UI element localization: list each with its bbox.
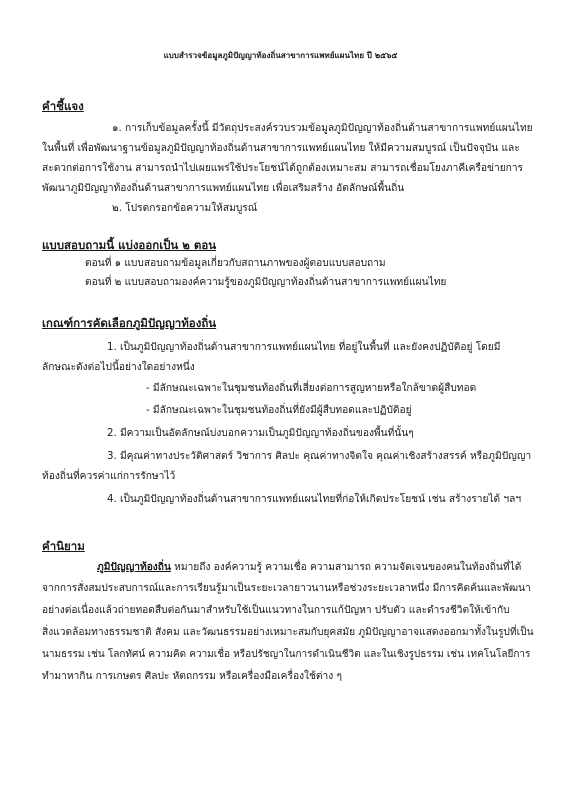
instructions-line: ๑. การเก็บข้อมูลครั้งนี้ มีวัตถุประสงค์รวบรวมข้อมูลภูมิปัญญาท้องถิ่นด้านสาขาการแพทย์แผนไทย xyxy=(112,123,533,134)
criteria-line: ลักษณะดังต่อไปนี้อย่างใดอย่างหนึ่ง xyxy=(42,362,195,373)
definition-line: นามธรรม เช่น โลกทัศน์ ความคิด ความเชื่อ หรือปรัชญาในการดำเนินชีวิต และในเชิงรูปธรรม เช่น เทคโนโลยีการ xyxy=(42,649,531,660)
criteria-line: - มีลักษณะเฉพาะในชุมชนท้องถิ่นที่เสี่ยงต่อการสูญหายหรือใกล้ขาดผู้สืบทอด xyxy=(146,383,477,394)
criteria-line: 3. มีคุณค่าทางประวัติศาสตร์ วิชาการ ศิลปะ คุณค่าทางจิตใจ คุณค่าเชิงสร้างสรรค์ หรือภูมิปัญญา xyxy=(107,451,532,462)
definition-heading: คำนิยาม xyxy=(42,539,85,553)
questionnaire-part: ตอนที่ ๒ แบบสอบถามองค์ความรู้ของภูมิปัญญาท้องถิ่นด้านสาขาการแพทย์แผนไทย xyxy=(85,277,447,288)
instructions-line: ๒. โปรดกรอกข้อความให้สมบูรณ์ xyxy=(112,203,258,214)
criteria-line: ท้องถิ่นที่ควรค่าแก่การรักษาไว้ xyxy=(42,471,176,482)
criteria-line: 2. มีความเป็นอัตลักษณ์บ่งบอกความเป็นภูมิปัญญาท้องถิ่นของพื้นที่นั้นๆ xyxy=(107,428,414,439)
page-title: แบบสำรวจข้อมูลภูมิปัญญาท้องถิ่นสาขาการแพทย์แผนไทย ปี ๒๕๖๕ xyxy=(163,51,398,60)
instructions-heading: คำชี้แจง xyxy=(42,99,84,113)
instructions-line: พัฒนาภูมิปัญญาท้องถิ่นด้านสาขาการแพทย์แผนไทย เพื่อเสริมสร้าง อัตลักษณ์พื้นถิ่น xyxy=(42,183,405,194)
definition-line: สิ่งแวดล้อมทางธรรมชาติ สังคม และวัฒนธรรมอย่างเหมาะสมกับยุคสมัย ภูมิปัญญาอาจแสดงออกมาทั้งในรูปที่เป็น xyxy=(42,627,534,638)
criteria-heading: เกณฑ์การคัดเลือกภูมิปัญญาท้องถิ่น xyxy=(42,316,217,330)
instructions-line: ในพื้นที่ เพื่อพัฒนาฐานข้อมูลภูมิปัญญาท้องถิ่นด้านสาขาการแพทย์แผนไทย ให้มีความสมบูรณ์ เป็นปัจจุบัน และ xyxy=(42,143,520,154)
questionnaire-part: ตอนที่ ๑ แบบสอบถามข้อมูลเกี่ยวกับสถานภาพของผู้ตอบแบบสอบถาม xyxy=(85,258,386,269)
definition-line: ทำมาหากิน การเกษตร ศิลปะ หัตถกรรม หรือเครื่องมือเครื่องใช้ต่าง ๆ xyxy=(42,671,342,682)
definition-line: อย่างต่อเนื่องแล้วถ่ายทอดสืบต่อกันมาสำหรับใช้เป็นแนวทางในการแก้ปัญหา ปรับตัว และดำรงชีวิตให้เข้ากับ xyxy=(42,605,510,616)
definition-term: ภูมิปัญญาท้องถิ่น xyxy=(97,562,171,573)
definition-first-line-text: หมายถึง องค์ความรู้ ความเชื่อ ความสามารถ ความจัดเจนของคนในท้องถิ่นที่ได้ xyxy=(170,562,522,573)
definition-first-line xyxy=(97,561,521,574)
definition-line: จากการสั่งสมประสบการณ์และการเรียนรู้มาเป็นระยะเวลายาวนานหรือช่วงระยะเวลาหนึ่ง มีการคิดค้นและพัฒนา xyxy=(42,583,531,594)
criteria-line: - มีลักษณะเฉพาะในชุมชนท้องถิ่นที่ยังมีผู้สืบทอดและปฏิบัติอยู่ xyxy=(146,405,412,416)
questionnaire-heading: แบบสอบถามนี้ แบ่งออกเป็น ๒ ตอน xyxy=(42,238,217,252)
criteria-line: 4. เป็นภูมิปัญญาท้องถิ่นด้านสาขาการแพทย์แผนไทยที่ก่อให้เกิดประโยชน์ เช่น สร้างรายได้ ฯลฯ xyxy=(107,494,522,505)
criteria-line: 1. เป็นภูมิปัญญาท้องถิ่นด้านสาขาการแพทย์แผนไทย ที่อยู่ในพื้นที่ และยังคงปฏิบัติอยู่ โดยมี xyxy=(107,342,501,353)
instructions-line: สะดวกต่อการใช้งาน สามารถนำไปเผยแพร่ใช้ประโยชน์ได้ถูกต้องเหมาะสม สามารถเชื่อมโยงภาคีเครือข่ายการ xyxy=(42,163,524,174)
